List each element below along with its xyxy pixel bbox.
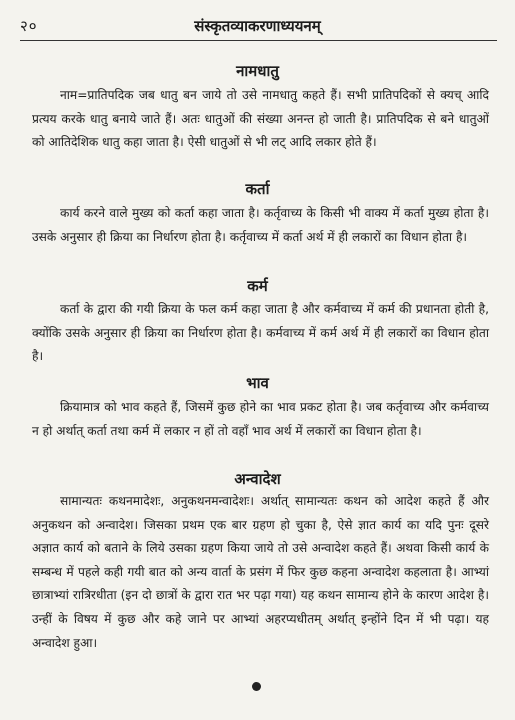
para-namadhatu bbox=[32, 84, 489, 155]
para-anvadesha-text: सामान्यतः कथनमादेशः, अनुकथनमन्वादेशः। अर्थात् सामान्यतः कथन को आदेश कहते हैं और अनुकथन को अन्वादेश। जिसका प्रथम एक बार ग्रहण हो चुका है, ऐसे ज्ञात कार्य का यदि पुनः दूसरे अज्ञात कार्य को बताने के लिये उसका ग्रहण किया जाये तो उसे अन्वादेश कहते हैं। अथवा किसी कार्य के सम्बन्ध में पहले कही गयी बात को अन्य वार्ता के प्रसंग में फिर कुछ कहना अन्वादेश कहलाता है। आभ्यां छात्राभ्यां रात्रिरधीता (इन दो छात्रों के द्वारा रात भर पढ़ा गया) यह कथन सामान्य होने के कारण आदेश है। उन्हीं के विषय में कुछ और कहे जाने पर आभ्यां अहरप्यधीतम् अर्थात् इन्होंने दिन में भी पढ़ा। यह अन्वादेश हुआ। bbox=[32, 494, 489, 650]
heading-karta: कर्ता bbox=[245, 180, 270, 198]
header-rule bbox=[20, 40, 497, 41]
page-end-dot bbox=[252, 682, 261, 691]
heading-namadhatu: नामधातु bbox=[236, 62, 279, 80]
para-bhava-text: क्रियामात्र को भाव कहते हैं, जिसमें कुछ होने का भाव प्रकट होता है। जब कर्तृवाच्य और कर्मवाच्य न हो अर्थात् कर्ता तथा कर्म में लकार न हों तो वहाँ भाव अर्थ में लकारों का विधान होता है। bbox=[32, 400, 489, 438]
heading-anvadesha: अन्वादेश bbox=[234, 470, 281, 488]
para-anvadesha bbox=[32, 490, 489, 655]
heading-bhava: भाव bbox=[246, 374, 269, 392]
heading-karma: कर्म bbox=[247, 277, 268, 295]
para-karta-text: कार्य करने वाले मुख्य को कर्ता कहा जाता है। कर्तृवाच्य के किसी भी वाक्य में कर्ता मुख्य होता है। उसके अनुसार ही क्रिया का निर्धारण होता है। कर्तृवाच्य में कर्ता अर्थ में ही लकारों का विधान होता है। bbox=[32, 206, 489, 244]
page-number: २० bbox=[20, 17, 38, 35]
page-header bbox=[20, 16, 495, 36]
para-karma bbox=[32, 298, 489, 369]
para-namadhatu-text: नाम=प्रातिपदिक जब धातु बन जाये तो उसे नामधातु कहते हैं। सभी प्रातिपदिकों से क्यच् आदि प्रत्यय करके धातु बनाये जाते हैं। अतः धातुओं की संख्या अनन्त हो जाती है। प्रातिपदिक से बने धातुओं को आतिदेशिक धातु कहा जाता है। ऐसी धातुओं से भी लट् आदि लकार होते हैं। bbox=[32, 88, 489, 150]
para-karma-text: कर्ता के द्वारा की गयी क्रिया के फल कर्म कहा जाता है और कर्मवाच्य में कर्म की प्रधानता होती है, क्योंकि उसके अनुसार ही क्रिया का निर्धारण होता है। कर्मवाच्य में कर्म अर्थ में ही लकारों का विधान होता है। bbox=[32, 302, 489, 364]
para-bhava bbox=[32, 396, 489, 443]
running-title: संस्कृतव्याकरणाध्ययनम् bbox=[194, 17, 321, 35]
para-karta bbox=[32, 202, 489, 249]
